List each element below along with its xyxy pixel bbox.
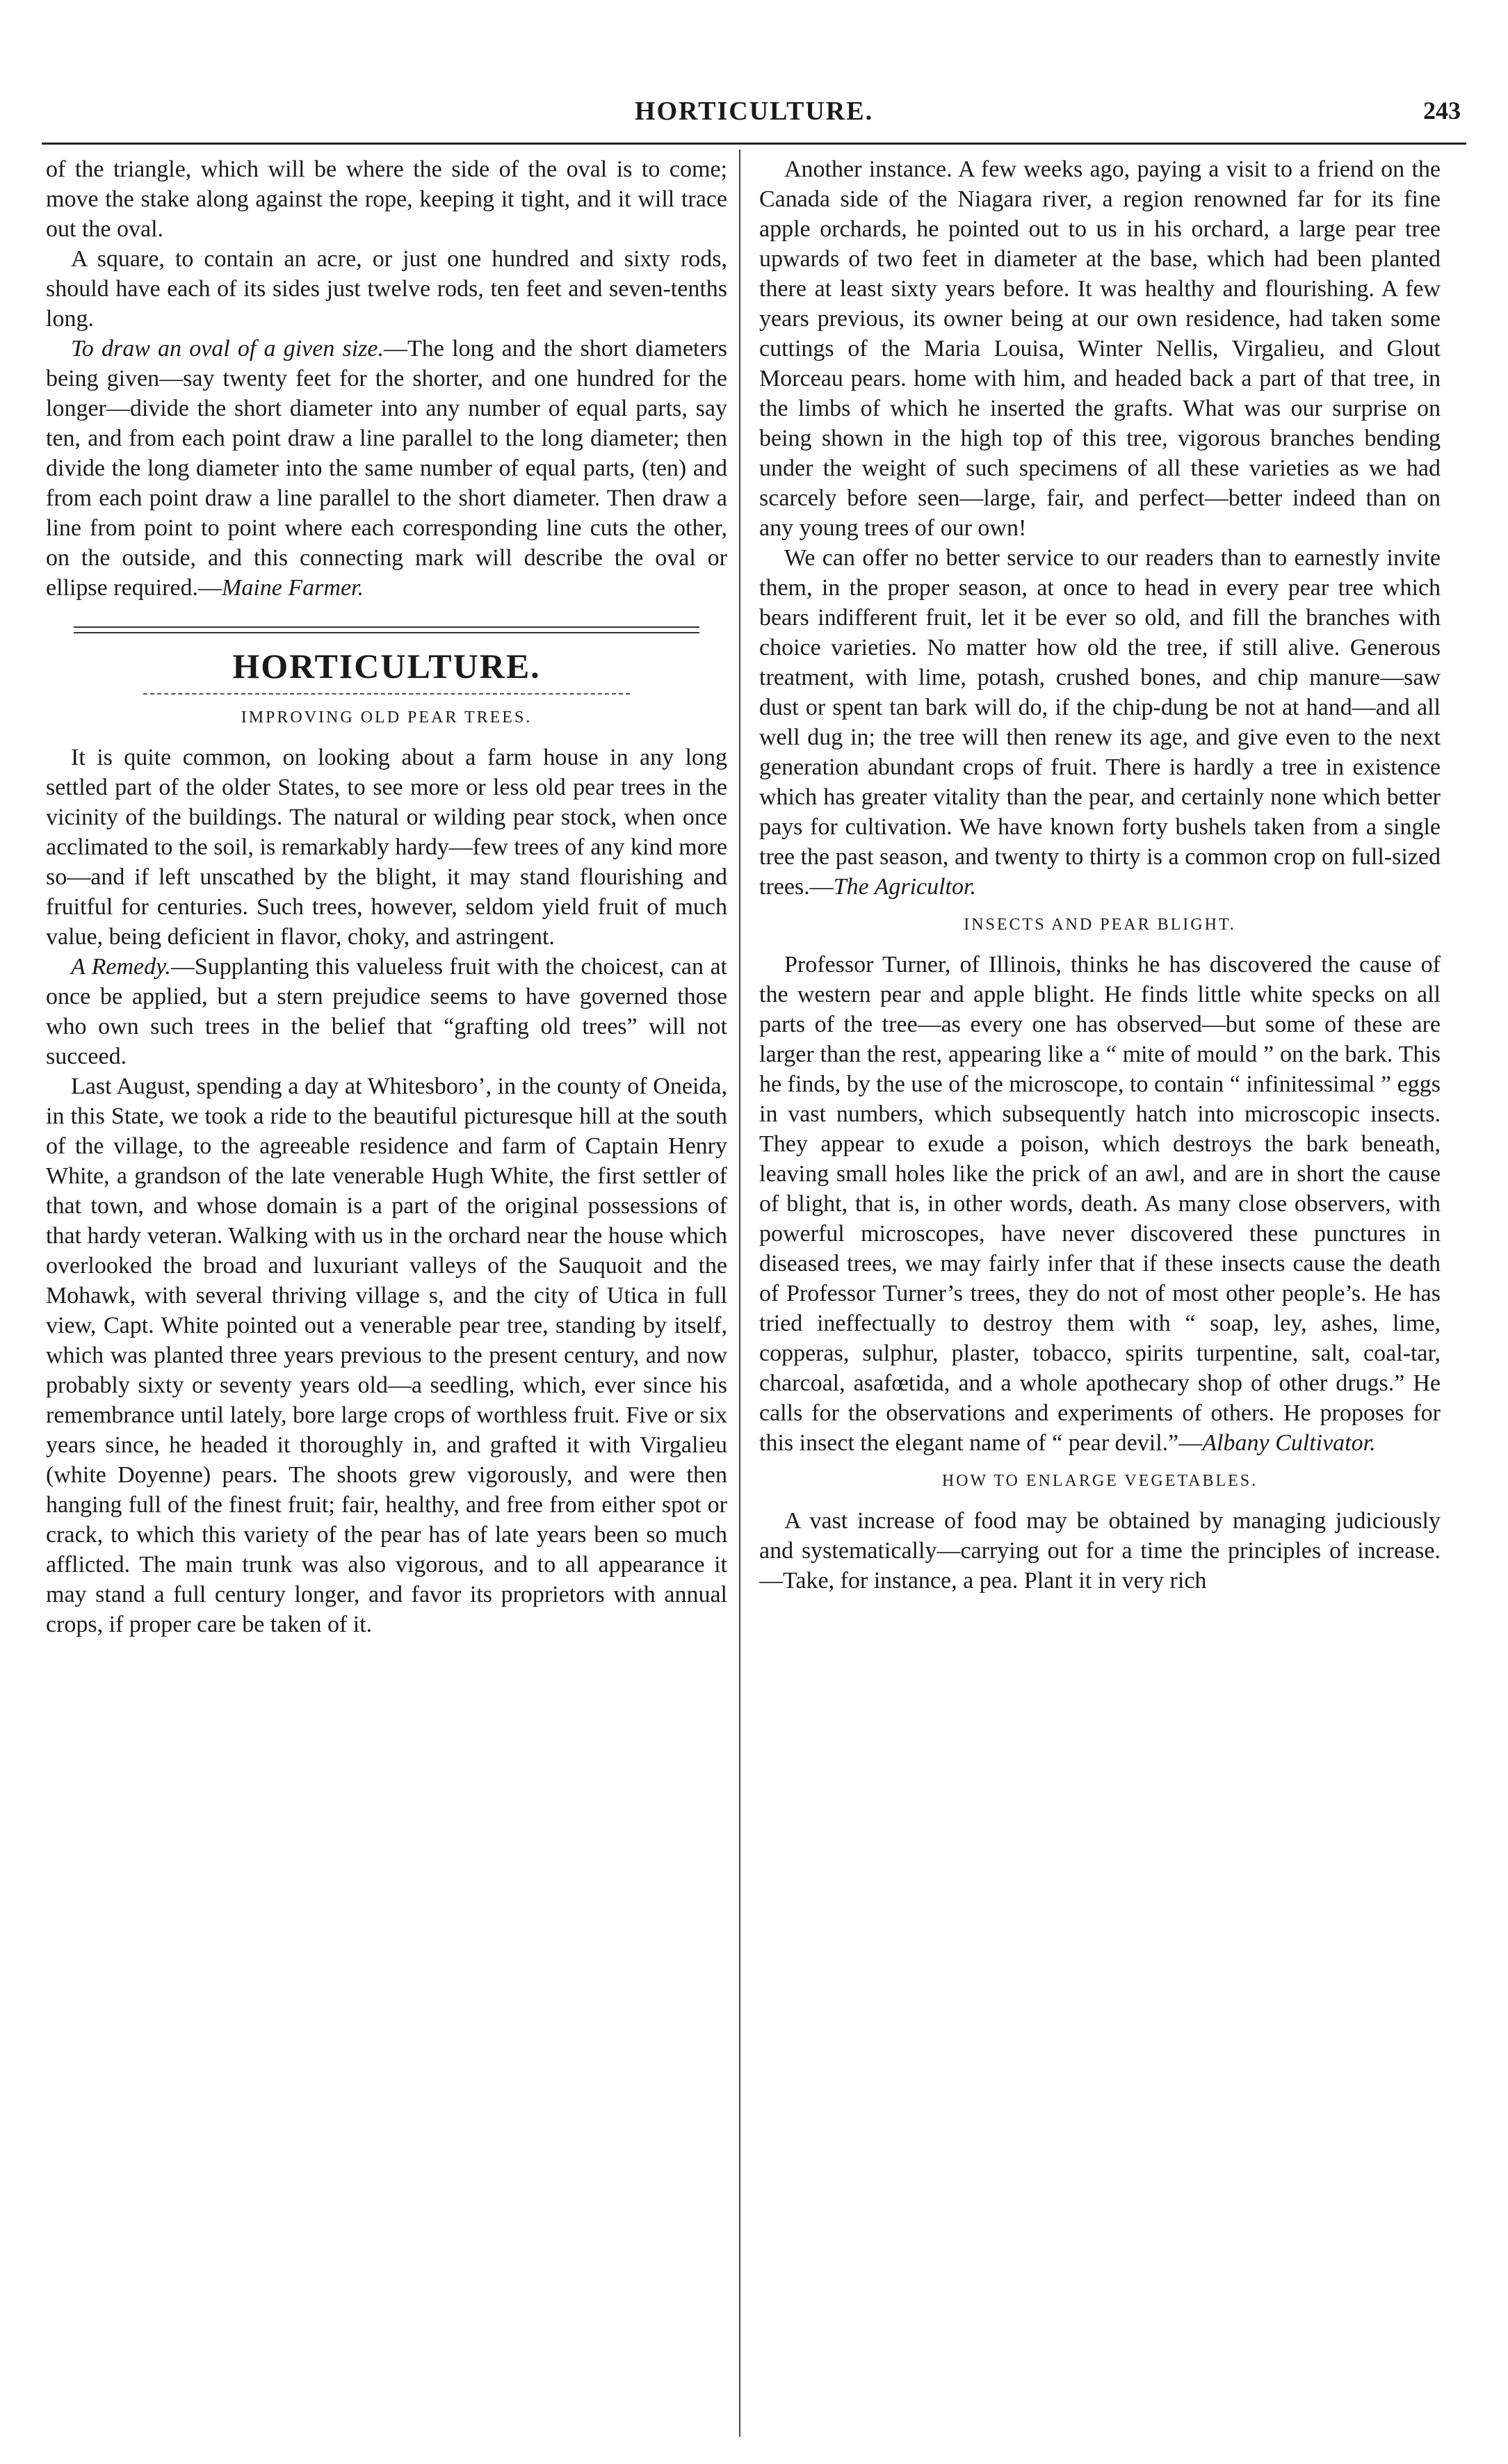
- header-rule: [42, 143, 1466, 145]
- title-rule: [143, 693, 630, 695]
- paragraph: A square, to contain an acre, or just one hundred and sixty rods, should have each of its sides just twelve rods, ten feet and seven-tenths long.: [46, 246, 727, 332]
- source-credit: The Agricultor.: [833, 874, 976, 900]
- run-in-heading: To draw an oval of a given size.: [71, 336, 384, 362]
- source-credit: Albany Cultivator.: [1202, 1430, 1376, 1456]
- paragraph: [46, 952, 727, 1071]
- paragraph-body: Professor Turner, of Illinois, thinks he has discovered the cause of the western pear and apple blight. He finds little white specks on all parts of the tree—as every one has observed—but some of these are larger than the rest, appearing like a “ mite of mould ” on the bark. This he finds, by the use of the microscope, to contain “ infinitessimal ” eggs in vast numbers, which subsequently hatch into microscopic insects. They appear to exude a poison, which destroys the bark beneath, leaving small holes like the prick of an awl, and are in short the cause of blight, that is, in other words, death. As many close observers, with powerful microscopes, have never discovered these punctures in diseased trees, we may fairly infer that if these insects cause the death of Professor Turner’s trees, they do not of most other people’s. He has tried ineffectually to destroy them with “ soap, ley, ashes, lime, copperas, sulphur, plaster, tobacco, spirits turpentine, salt, coal-tar, charcoal, asafœtida, and a whole apothecary shop of other drugs.” He calls for the observations and experiments of others. He proposes for this insect the elegant name of “ pear devil.”—: [759, 952, 1441, 1456]
- article-title: INSECTS AND PEAR BLIGHT.: [964, 916, 1236, 934]
- paragraph-body: We can offer no better service to our readers than to earnestly invite them, in the proper season, at once to head in every pear tree which bears indifferent fruit, let it be ever so old, and fill the branches with choice varieties. No matter how old the tree, if still alive. Generous treatment, with lime, potash, crushed bones, and chip manure—saw dust or spent tan bark will do, if the chip-dung be not at hand—and all well dug in; the tree will then renew its age, and give even to the next generation abundant crops of fruit. There is hardly a tree in existence which has greater vitality than the pear, and certainly none which better pays for cultivation. We have known forty bushels taken from a single tree the past season, and twenty to thirty is a common crop on full-sized trees.—: [759, 545, 1441, 900]
- run-in-heading: A Remedy.: [71, 954, 171, 980]
- section-title: HORTICULTURE.: [232, 647, 541, 686]
- paragraph: A vast increase of food may be obtained by managing judiciously and systematically—carrying out for a time the principles of increase.—Take, for instance, a pea. Plant it in very rich: [759, 1508, 1441, 1594]
- running-head: [42, 96, 1466, 138]
- paragraph: Another instance. A few weeks ago, paying a visit to a friend on the Canada side of the Niagara river, a region renowned far for its fine apple orchards, he pointed out to us in his orchard, a large pear tree upwards of two feet in diameter at the base, which had been planted there at least sixty years before. It was healthy and flourishing. A few years previous, its owner being at our own residence, had taken some cuttings of the Maria Louisa, Winter Nellis, Virgalieu, and Glout Morceau pears. home with him, and headed back a part of that tree, in the limbs of which he inserted the grafts. What was our surprise on being shown in the high top of this tree, vigorous branches bending under the weight of such specimens of all these varieties as we had scarcely before seen—large, fair, and perfect—better indeed than on any young trees of our own!: [759, 156, 1441, 541]
- paragraph-body: —Supplanting this valueless fruit with the choicest, can at once be applied, but a stern prejudice seems to have governed those who own such trees in the belief that “grafting old trees” will not succeed.: [46, 954, 727, 1069]
- paragraph: It is quite common, on looking about a farm house in any long settled part of the older States, to see more or less old pear trees in the vicinity of the buildings. The natural or wilding pear stock, when once acclimated to the soil, is remarkably hardy—few trees of any kind more so—and if left unscathed by the blight, it may stand flourishing and fruitful for centuries. Such trees, however, seldom yield fruit of much value, being deficient in flavor, choky, and astringent.: [46, 745, 727, 950]
- article-title: IMPROVING OLD PEAR TREES.: [241, 708, 533, 727]
- paragraph: Last August, spending a day at Whitesboro’, in the county of Oneida, in this State, we took a ride to the beautiful picturesque hill at the south of the village, to the agreeable residence and farm of Captain Henry White, a grandson of the late venerable Hugh White, the first settler of that town, and whose domain is a part of the original possessions of that hardy veteran. Walking with us in the orchard near the house which overlooked the broad and luxuriant valleys of the Sauquoit and the Mohawk, with several thriving village s, and the city of Utica in full view, Capt. White pointed out a venerable pear tree, standing by itself, which was planted three years previous to the present century, and now probably sixty or seventy years old—a seedling, which, ever since his remembrance until lately, bore large crops of worthless fruit. Five or six years since, he headed it thoroughly in, and grafted it with Virgalieu (white Doyenne) pears. The shoots grew vigorously, and were then hanging full of the finest fruit; fair, healthy, and free from either spot or crack, to which this variety of the pear has of late years been so much afflicted. The main trunk was also vigorous, and to all appearance it may stand a full century longer, and favor its proprietors with annual crops, if proper care be taken of it.: [46, 1073, 727, 1637]
- article-title: HOW TO ENLARGE VEGETABLES.: [941, 1472, 1258, 1490]
- paragraph: of the triangle, which will be where the side of the oval is to come; move the stake along against the rope, keeping it tight, and it will trace out the oval.: [46, 156, 727, 242]
- page-number: 243: [1423, 97, 1461, 124]
- column-divider: [739, 149, 740, 2437]
- section-divider: [74, 626, 699, 633]
- paragraph: [46, 334, 727, 603]
- left-column: [46, 154, 727, 2449]
- paragraph: [759, 543, 1441, 902]
- paragraph-body: —The long and the short diameters being given—say twenty feet for the shorter, and one hundred for the longer—divide the short diameter into any number of equal parts, say ten, and from each point draw a line parallel to the long diameter; then divide the long diameter into the same number of equal parts, (ten) and from each point draw a line parallel to the short diameter. Then draw a line from point to point where each corresponding line cuts the other, on the outside, and this connecting mark will describe the oval or ellipse required.—: [46, 336, 727, 601]
- paragraph: [759, 950, 1441, 1458]
- running-title: HORTICULTURE.: [634, 97, 874, 126]
- source-credit: Maine Farmer.: [222, 575, 364, 601]
- right-column: [759, 154, 1441, 2449]
